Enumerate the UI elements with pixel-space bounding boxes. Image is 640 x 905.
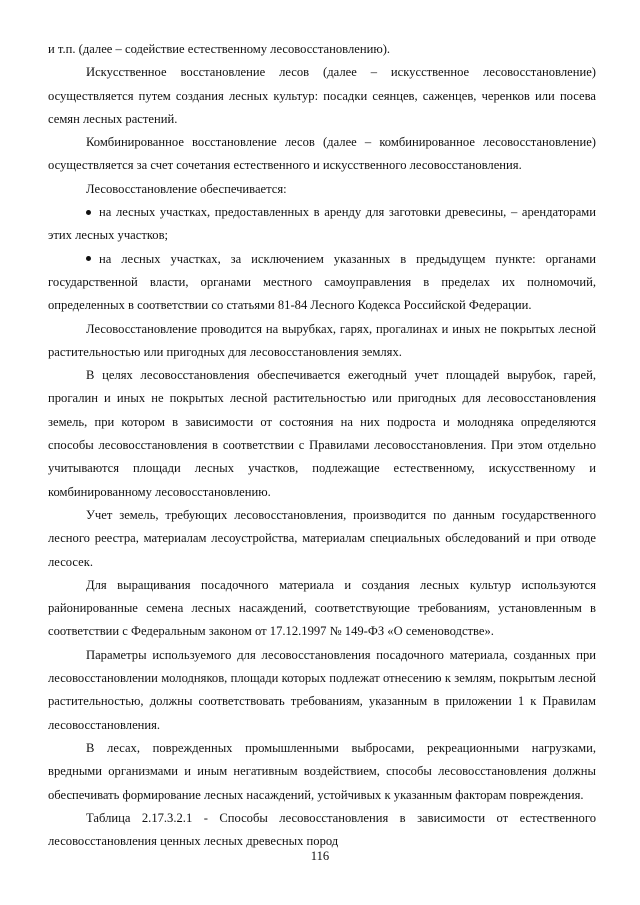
bullet-item-other-plots	[48, 248, 596, 318]
paragraph-seeds: Для выращивания посадочного материала и создания лесных культур используются районированные семена лесных насаждений, соответствующие требованиям, установленным в соответствии с Федеральным законом от 17.12.1997 № 149-ФЗ «О семеноводстве».	[48, 577, 596, 639]
paragraph-artificial-reforestation: Искусственное восстановление лесов (далее – искусственное лесовосстановление) осуществляется путем создания лесных культур: посадки сеянцев, саженцев, черенков или посева семян лесных растений.	[48, 65, 596, 126]
paragraph-parameters: Параметры используемого для лесовосстановления посадочного материала, созданных при лесовосстановлении молодняков, площади которых подлежат отнесению к землям, покрытым лесной растительностью, должны соответствовать требованиям, указанным в приложении 1 к Правилам лесовосстановления.	[48, 647, 596, 732]
bullet-icon	[86, 256, 91, 261]
paragraph-combined-reforestation: Комбинированное восстановление лесов (далее – комбинированное лесовосстановление) осуществляется за счет сочетания естественного и искусственного лесовосстановления.	[48, 135, 596, 173]
document-body	[48, 38, 596, 853]
paragraph-damaged-forests: В лесах, поврежденных промышленными выбросами, рекреационными нагрузками, вредными организмами и иным негативным воздействием, способы лесовосстановления должны обеспечивать формирование лесных насаждений, устойчивых к указанным факторам повреждения.	[48, 740, 596, 802]
bullet-text: на лесных участках, за исключением указанных в предыдущем пункте: органами государственной власти, органами местного самоуправления в пределах их полномочий, определенных в соответствии со статьями 81-84 Лесного Кодекса Российской Федерации.	[48, 251, 596, 313]
bullet-icon	[86, 210, 91, 215]
bullet-item-leased-plots	[48, 201, 596, 248]
table-caption: Таблица 2.17.3.2.1 - Способы лесовосстановления в зависимости от естественного лесовосстановления ценных лесных древесных пород	[48, 810, 596, 849]
paragraph-where-conducted: Лесовосстановление проводится на вырубках, гарях, прогалинах и иных не покрытых лесной растительностью или пригодных для лесовосстановления землях.	[48, 321, 596, 359]
bullet-text: на лесных участках, предоставленных в аренду для заготовки древесины, – арендаторами этих лесных участков;	[48, 205, 596, 243]
paragraph-reforestation-provided: Лесовосстановление обеспечивается:	[86, 181, 287, 196]
paragraph-continuation: и т.п. (далее – содействие естественному лесовосстановлению).	[48, 42, 391, 56]
paragraph-annual-accounting: В целях лесовосстановления обеспечивается ежегодный учет площадей вырубок, гарей, прогалин и иных не покрытых лесной растительностью или пригодных для лесовосстановления земель, при котором в зависимости от состояния на них подроста и молодняка определяются способы лесовосстановления в соответствии с Правилами лесовосстановления. При этом отдельно учитываются площади лесных участков, подлежащие естественному, искусственному и комбинированному лесовосстановлению.	[48, 368, 596, 499]
paragraph-land-accounting: Учет земель, требующих лесовосстановления, производится по данным государственного лесного реестра, материалам лесоустройства, материалам специальных обследований и при отводе лесосек.	[48, 507, 596, 569]
page-number: 116	[310, 849, 330, 863]
